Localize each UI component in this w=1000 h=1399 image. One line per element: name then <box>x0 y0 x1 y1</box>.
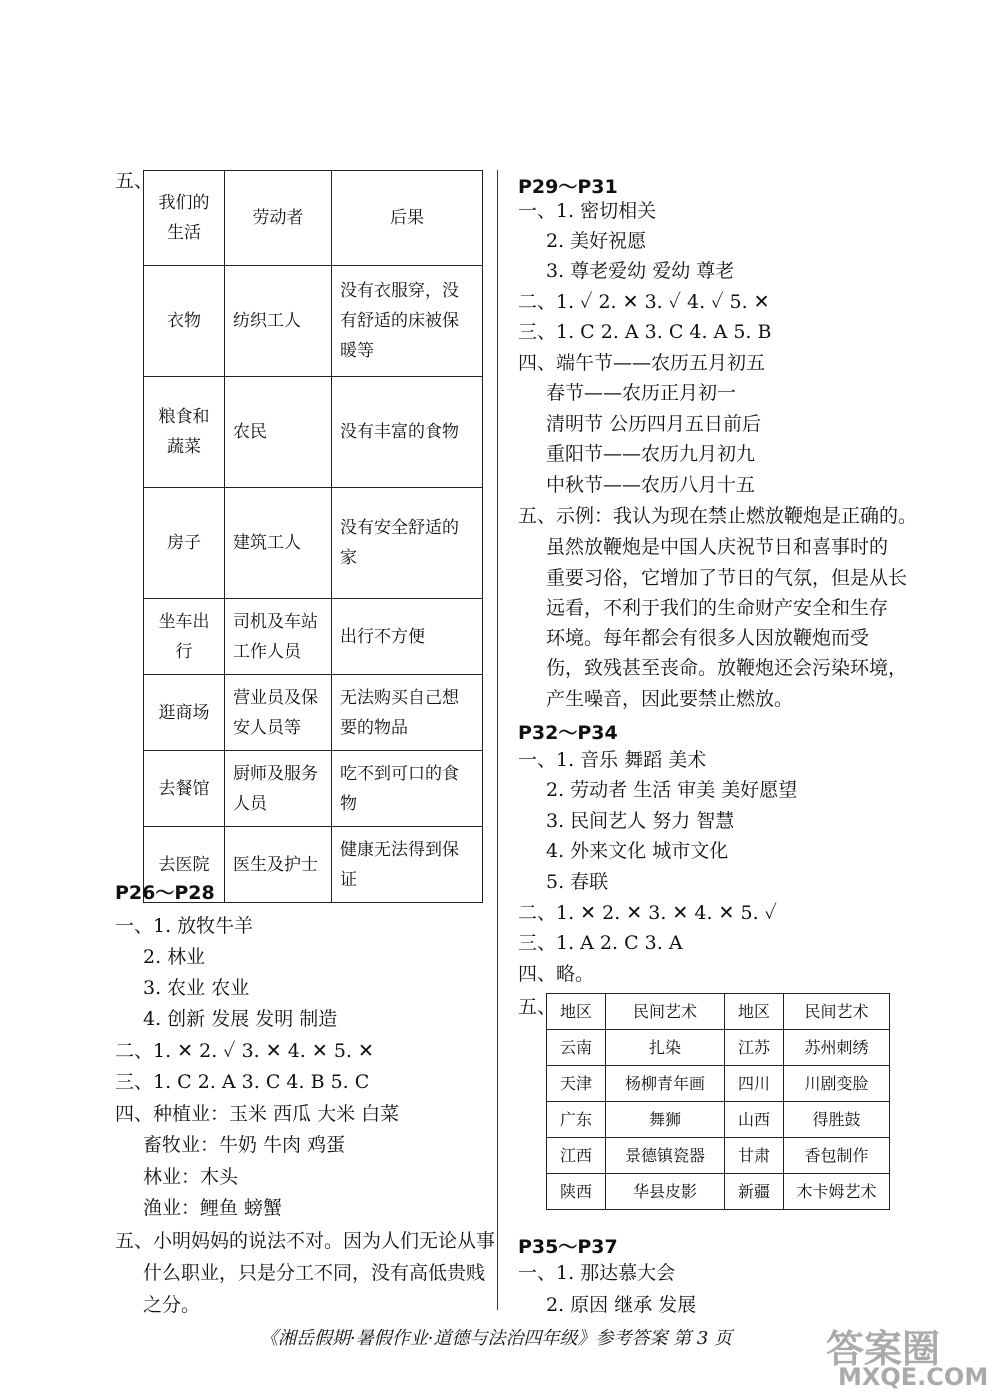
section-title-p26: P26～P28 <box>115 882 215 904</box>
answer-line: 什么职业，只是分工不同，没有高低贵贱 <box>143 1262 486 1284</box>
answer-line: 五、小明妈妈的说法不对。因为人们无论从事 <box>115 1230 496 1252</box>
table2-section-label: 五、 <box>518 996 557 1018</box>
answer-line: 4. 外来文化 城市文化 <box>546 840 729 862</box>
table-header: 民间艺术 <box>606 994 725 1030</box>
table-cell: 新疆 <box>725 1174 784 1210</box>
answer-line: 2. 原因 继承 发展 <box>546 1294 697 1316</box>
table-header: 地区 <box>547 994 606 1030</box>
answer-line: 畜牧业：牛奶 牛肉 鸡蛋 <box>143 1134 346 1156</box>
column-divider <box>497 170 498 1310</box>
table-cell: 去餐馆 <box>144 751 225 827</box>
table-cell: 广东 <box>547 1102 606 1138</box>
table-cell: 坐车出行 <box>144 599 225 675</box>
answer-line: 之分。 <box>143 1294 201 1316</box>
answer-line: 三、1. C 2. A 3. C 4. B 5. C <box>115 1071 370 1093</box>
answer-line: 3. 尊老爱幼 爱幼 尊老 <box>546 260 735 282</box>
section-title-p32: P32～P34 <box>518 722 618 744</box>
answer-line: 一、1. 密切相关 <box>518 200 657 222</box>
answer-line: 二、1. ✕ 2. ✕ 3. ✕ 4. ✕ 5. ✓ <box>518 902 777 924</box>
answer-line: 四、种植业：玉米 西瓜 大米 白菜 <box>115 1103 400 1125</box>
answer-line: 中秋节——农历八月十五 <box>546 474 756 496</box>
answer-line: 一、1. 那达慕大会 <box>518 1262 676 1284</box>
answer-line: 二、1. ✓ 2. ✕ 3. ✓ 4. ✓ 5. ✕ <box>518 291 770 313</box>
table-cell: 纺织工人 <box>225 266 332 377</box>
labor-table <box>143 170 483 903</box>
answer-line: 2. 劳动者 生活 审美 美好愿望 <box>546 779 798 801</box>
table-header: 民间艺术 <box>784 994 890 1030</box>
answer-line: 2. 林业 <box>143 946 206 968</box>
answer-line: 3. 农业 农业 <box>143 977 250 999</box>
answer-line: 2. 美好祝愿 <box>546 230 647 252</box>
answer-line: 4. 创新 发展 发明 制造 <box>143 1008 338 1030</box>
table-cell: 江西 <box>547 1138 606 1174</box>
table-section-label: 五、 <box>115 170 154 192</box>
answer-line: 远看，不利于我们的生命财产安全和生存 <box>546 597 889 619</box>
table-cell: 去医院 <box>144 827 225 903</box>
answer-line: 二、1. ✕ 2. ✓ 3. ✕ 4. ✕ 5. ✕ <box>115 1040 374 1062</box>
answer-line: 四、端午节——农历五月初五 <box>518 352 766 374</box>
table-header: 劳动者 <box>225 171 332 266</box>
table-cell: 扎染 <box>606 1030 725 1066</box>
table-cell: 营业员及保安人员等 <box>225 675 332 751</box>
table-cell: 医生及护士 <box>225 827 332 903</box>
table-cell: 司机及车站工作人员 <box>225 599 332 675</box>
table-cell: 厨师及服务人员 <box>225 751 332 827</box>
watermark-url: MXQE.COM <box>838 1363 989 1391</box>
table-cell: 陕西 <box>547 1174 606 1210</box>
table-cell: 苏州刺绣 <box>784 1030 890 1066</box>
answer-line: 3. 民间艺人 努力 智慧 <box>546 810 735 832</box>
answer-line: 春节——农历正月初一 <box>546 382 737 404</box>
answer-line: 环境。每年都会有很多人因放鞭炮而受 <box>546 627 870 649</box>
table-cell: 吃不到可口的食物 <box>332 751 483 827</box>
table-header: 后果 <box>332 171 483 266</box>
table-cell: 健康无法得到保证 <box>332 827 483 903</box>
table-cell: 舞狮 <box>606 1102 725 1138</box>
answer-line: 五、示例：我认为现在禁止燃放鞭炮是正确的。 <box>518 505 918 527</box>
table-cell: 山西 <box>725 1102 784 1138</box>
answer-line: 三、1. C 2. A 3. C 4. A 5. B <box>518 321 772 343</box>
page-footer: 《湘岳假期·暑假作业·道德与法治四年级》参考答案 第 3 页 <box>260 1328 733 1349</box>
table-cell: 逛商场 <box>144 675 225 751</box>
answer-line: 渔业：鲤鱼 螃蟹 <box>143 1197 283 1219</box>
table-cell: 四川 <box>725 1066 784 1102</box>
answer-line: 一、1. 放牧牛羊 <box>115 915 254 937</box>
table-cell: 华县皮影 <box>606 1174 725 1210</box>
table-cell: 没有安全舒适的家 <box>332 488 483 599</box>
table-cell: 粮食和蔬菜 <box>144 377 225 488</box>
answer-line: 重阳节——农历九月初九 <box>546 443 756 465</box>
answer-line: 一、1. 音乐 舞蹈 美术 <box>518 749 707 771</box>
table-cell: 没有丰富的食物 <box>332 377 483 488</box>
section-title-p29: P29～P31 <box>518 176 618 198</box>
answer-line: 三、1. A 2. C 3. A <box>518 932 683 954</box>
watermark-logo: 答案圈 <box>826 1327 941 1371</box>
answer-line: 清明节 公历四月五日前后 <box>546 413 762 435</box>
answer-line: 产生噪音，因此要禁止燃放。 <box>546 688 794 710</box>
folk-art-table <box>546 993 890 1210</box>
table-cell: 无法购买自己想要的物品 <box>332 675 483 751</box>
table-cell: 景德镇瓷器 <box>606 1138 725 1174</box>
table-cell: 杨柳青年画 <box>606 1066 725 1102</box>
table-cell: 天津 <box>547 1066 606 1102</box>
table-cell: 甘肃 <box>725 1138 784 1174</box>
table-cell: 农民 <box>225 377 332 488</box>
section-title-p35: P35～P37 <box>518 1236 618 1258</box>
table-cell: 香包制作 <box>784 1138 890 1174</box>
table-cell: 木卡姆艺术 <box>784 1174 890 1210</box>
answer-line: 重要习俗，它增加了节日的气氛，但是从长 <box>546 567 908 589</box>
table-cell: 云南 <box>547 1030 606 1066</box>
table-cell: 建筑工人 <box>225 488 332 599</box>
answer-line: 四、略。 <box>518 963 595 985</box>
table-cell: 江苏 <box>725 1030 784 1066</box>
table-cell: 得胜鼓 <box>784 1102 890 1138</box>
table-cell: 没有衣服穿，没有舒适的床被保暖等 <box>332 266 483 377</box>
answer-line: 林业：木头 <box>143 1166 239 1188</box>
table-header: 我们的生活 <box>144 171 225 266</box>
table-cell: 衣物 <box>144 266 225 377</box>
table-cell: 出行不方便 <box>332 599 483 675</box>
table-header: 地区 <box>725 994 784 1030</box>
answer-line: 伤，致残甚至丧命。放鞭炮还会污染环境， <box>546 657 908 679</box>
table-cell: 房子 <box>144 488 225 599</box>
answer-line: 虽然放鞭炮是中国人庆祝节日和喜事时的 <box>546 536 889 558</box>
answer-line: 5. 春联 <box>546 871 609 893</box>
table-cell: 川剧变脸 <box>784 1066 890 1102</box>
